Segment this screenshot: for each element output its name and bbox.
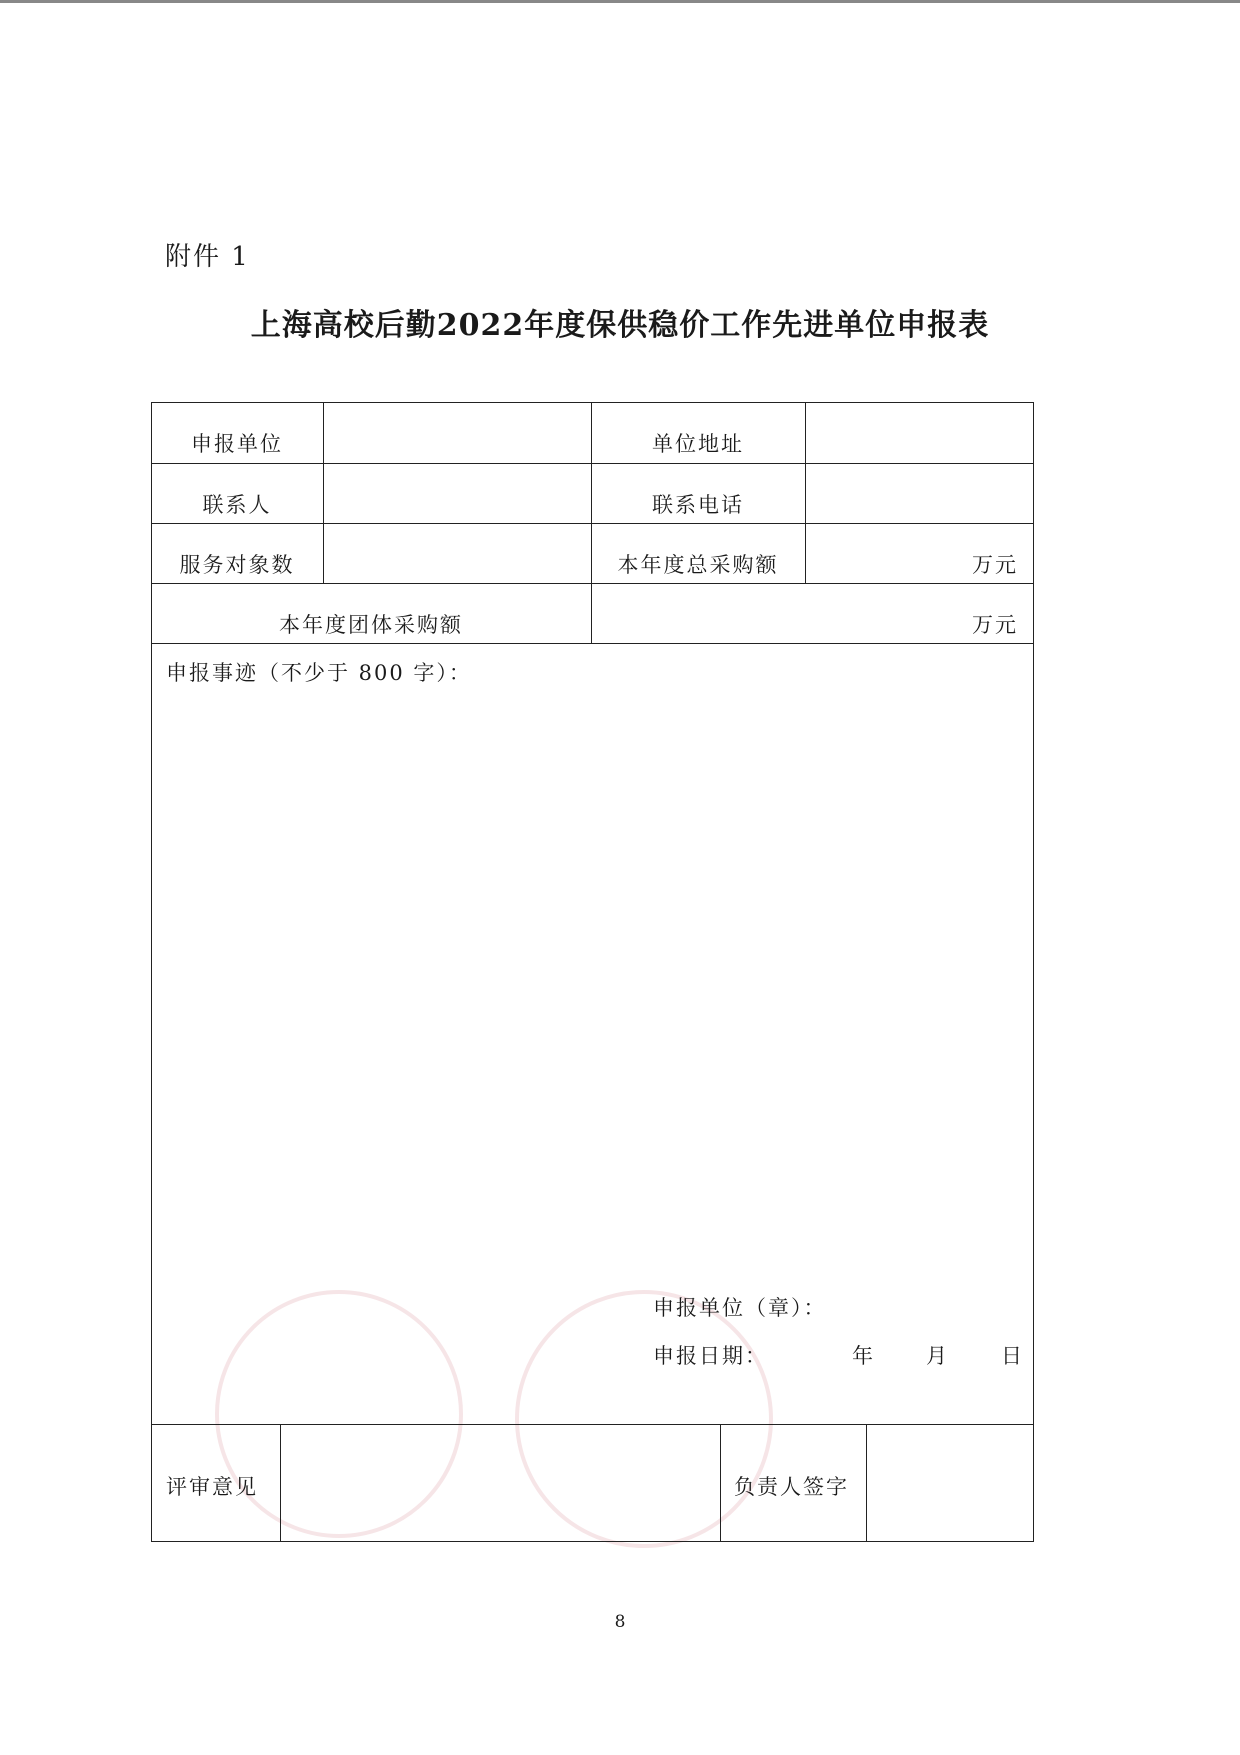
col-divider-review-a bbox=[280, 1424, 281, 1542]
review-opinion-label: 评审意见 bbox=[166, 1475, 258, 1499]
row-divider-4 bbox=[151, 643, 1034, 644]
applicant-unit-field[interactable] bbox=[325, 404, 589, 462]
page-number: 8 bbox=[614, 1612, 626, 1632]
total-purchase-label: 本年度总采购额 bbox=[617, 553, 779, 577]
service-target-count-field[interactable] bbox=[325, 525, 589, 582]
row-divider-3 bbox=[151, 583, 1034, 584]
date-month: 月 bbox=[926, 1344, 949, 1368]
stamp-label: 申报单位（章）： bbox=[653, 1296, 827, 1320]
col-divider-review-c bbox=[866, 1424, 867, 1542]
document-title: 上海高校后勤2022年度保供稳价工作先进单位申报表 bbox=[250, 308, 990, 343]
scan-edge bbox=[0, 0, 1240, 3]
total-purchase-unit: 万元 bbox=[972, 553, 1018, 577]
service-target-count-label: 服务对象数 bbox=[179, 553, 295, 577]
contact-person-field[interactable] bbox=[325, 465, 589, 522]
signature-label: 负责人签字 bbox=[734, 1475, 849, 1499]
col-divider-c bbox=[805, 402, 806, 583]
unit-address-field[interactable] bbox=[807, 404, 1032, 462]
review-opinion-field[interactable] bbox=[282, 1426, 718, 1540]
signature-field[interactable] bbox=[868, 1426, 1032, 1540]
date-label: 申报日期： bbox=[653, 1344, 768, 1368]
col-divider-review-b bbox=[720, 1424, 721, 1542]
contact-person-label: 联系人 bbox=[202, 493, 272, 517]
group-purchase-label: 本年度团体采购额 bbox=[279, 613, 463, 637]
row-divider-1 bbox=[151, 463, 1034, 464]
contact-phone-field[interactable] bbox=[807, 465, 1032, 522]
col-divider-a bbox=[323, 402, 324, 583]
row-divider-2 bbox=[151, 523, 1034, 524]
deeds-text-area[interactable] bbox=[160, 690, 1020, 1270]
unit-address-label: 单位地址 bbox=[652, 432, 744, 456]
applicant-unit-label: 申报单位 bbox=[191, 432, 283, 456]
attachment-label: 附件 1 bbox=[165, 242, 250, 272]
group-purchase-unit: 万元 bbox=[972, 613, 1018, 637]
row-divider-5 bbox=[151, 1424, 1034, 1425]
date-day: 日 bbox=[1001, 1344, 1024, 1368]
contact-phone-label: 联系电话 bbox=[652, 493, 744, 517]
date-year: 年 bbox=[852, 1344, 875, 1368]
deeds-label: 申报事迹（不少于 800 字）： bbox=[166, 661, 472, 685]
